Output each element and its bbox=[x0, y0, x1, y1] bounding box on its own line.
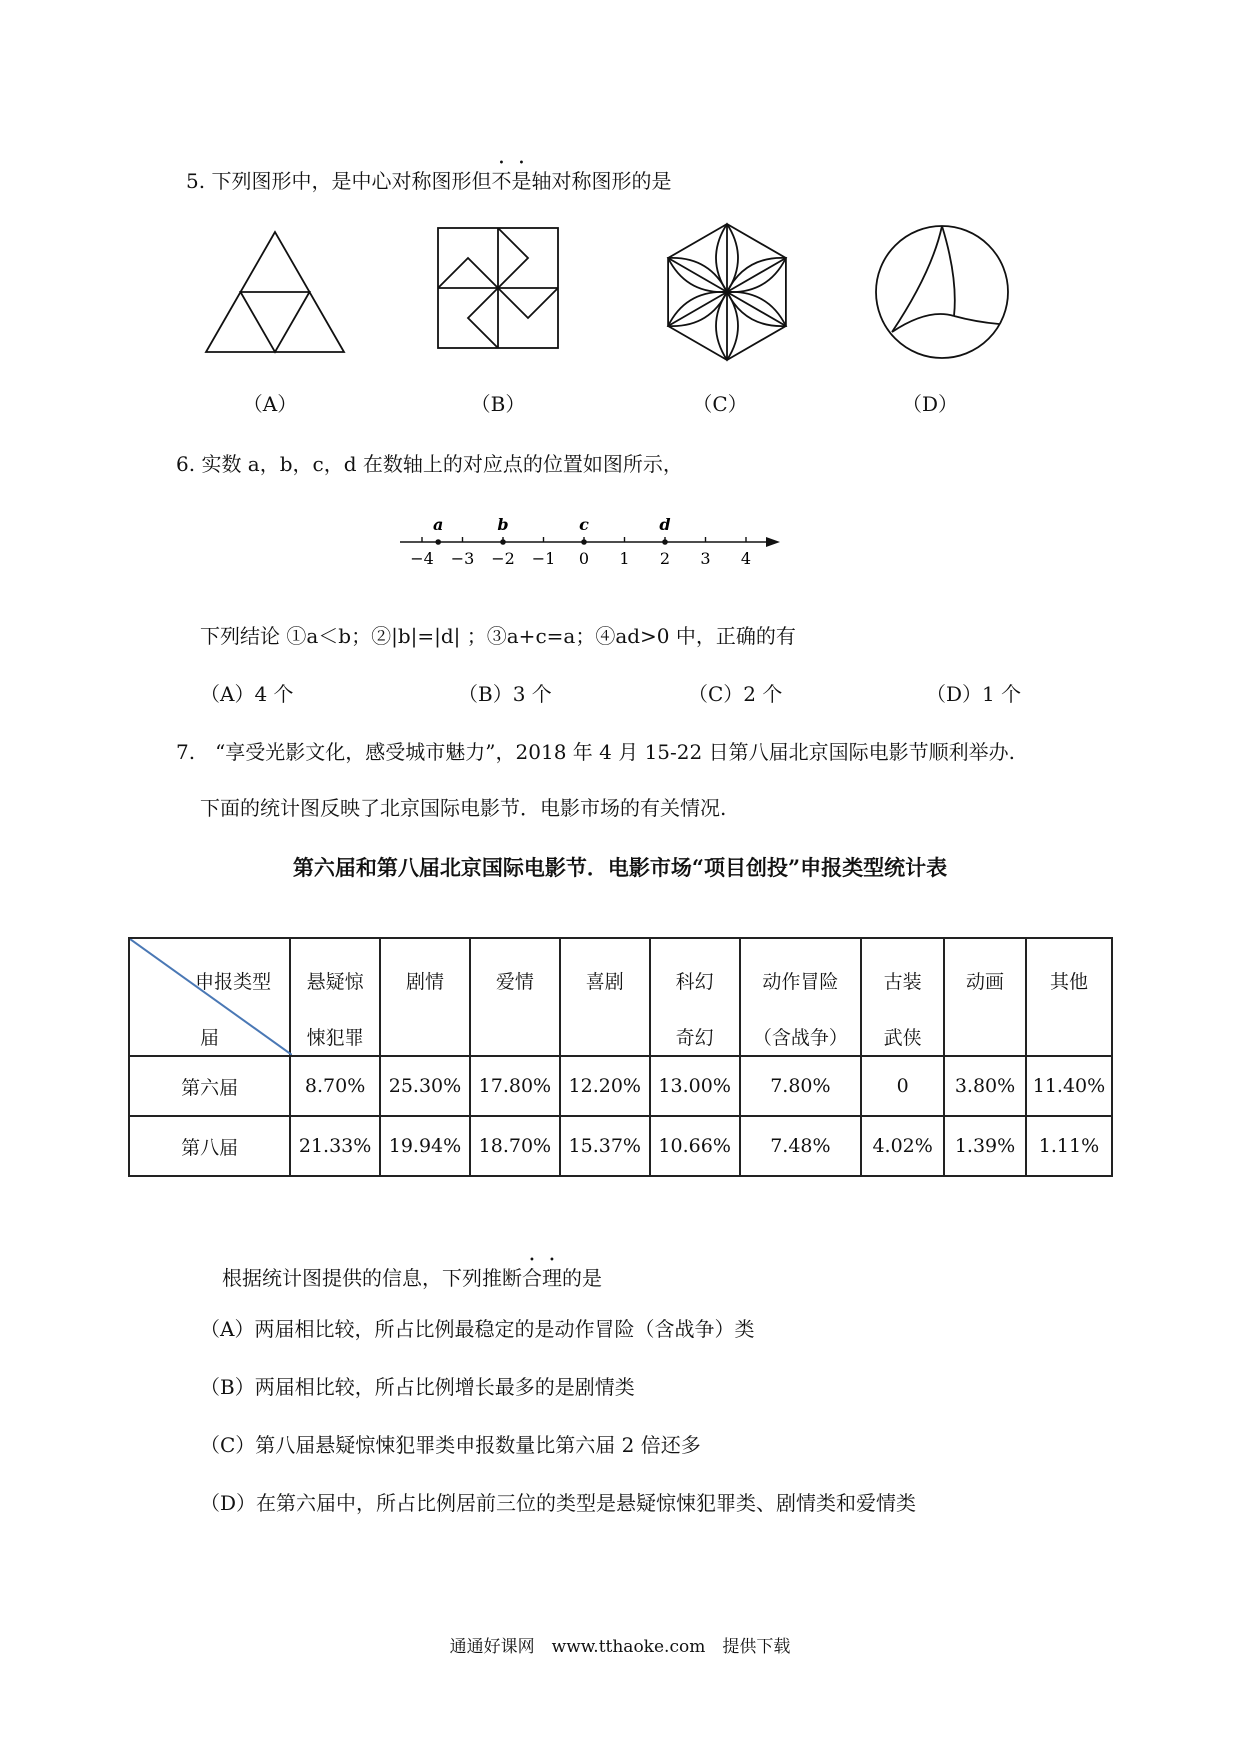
row-name: 第六届 bbox=[129, 1056, 290, 1116]
number-line-tick-label: −4 bbox=[410, 549, 434, 568]
number-line-point-label-a: a bbox=[433, 515, 444, 534]
q7-question bbox=[222, 1255, 602, 1291]
page-footer: 通通好课网 www.tthaoke.com 提供下载 bbox=[449, 1637, 791, 1657]
number-line-arrow bbox=[766, 537, 780, 547]
number-line-tick-label: 1 bbox=[619, 549, 630, 568]
q7-line2: 下面的统计图反映了北京国际电影节．电影市场的有关情况. bbox=[200, 796, 727, 820]
figure-c-hexagon-flower bbox=[655, 220, 799, 364]
header-suspense-l1: 悬疑惊 bbox=[306, 971, 364, 993]
q7-question-pre: 根据统计图提供的信息，下列推断 bbox=[222, 1266, 522, 1290]
number-line-point-d bbox=[662, 539, 668, 545]
number-line-point-c bbox=[581, 539, 587, 545]
q5-option-a[interactable]: （A） bbox=[242, 392, 298, 416]
q6-option-a[interactable]: （A）4 个 bbox=[200, 682, 294, 706]
corner-top-label: 申报类型 bbox=[195, 971, 272, 993]
number-line-tick-label: −1 bbox=[531, 549, 556, 568]
header-drama: 剧情 bbox=[405, 971, 444, 993]
table-cell: 3.80% bbox=[944, 1056, 1026, 1116]
number-line-tick-label: 4 bbox=[740, 549, 752, 568]
table-cell: 13.00% bbox=[650, 1056, 740, 1116]
figure-d-circle bbox=[872, 222, 1012, 362]
header-action-l1: 动作冒险 bbox=[762, 971, 839, 993]
number-line-point-label-c: c bbox=[579, 515, 589, 534]
number-line-tick-label: −3 bbox=[450, 549, 475, 568]
q5-stem-post: 轴对称图形的是 bbox=[531, 169, 672, 193]
row-name: 第八届 bbox=[129, 1116, 290, 1176]
q6-option-d[interactable]: （D）1 个 bbox=[926, 682, 1022, 706]
table-cell: 4.02% bbox=[861, 1116, 944, 1176]
number-line-point-b bbox=[500, 539, 506, 545]
table-cell: 25.30% bbox=[380, 1056, 470, 1116]
header-action-l2: （含战争） bbox=[752, 1027, 848, 1049]
table-corner-cell bbox=[129, 938, 290, 1056]
q7-question-post: 的是 bbox=[562, 1266, 602, 1290]
table-cell: 1.39% bbox=[944, 1116, 1026, 1176]
table-cell: 19.94% bbox=[380, 1116, 470, 1176]
q7-option-a[interactable]: （A）两届相比较，所占比例最稳定的是动作冒险（含战争）类 bbox=[200, 1317, 755, 1341]
header-wuxia-l1: 古装 bbox=[883, 971, 922, 993]
q6-conclusion: 下列结论 ①a＜b；②|b|=|d| ；③a+c=a；④ad>0 中，正确的有 bbox=[200, 624, 796, 648]
header-wuxia-l2: 武侠 bbox=[883, 1027, 922, 1049]
header-comedy: 喜剧 bbox=[585, 971, 624, 993]
q5-stem-emphasis: 不是 bbox=[491, 169, 532, 193]
table-cell: 17.80% bbox=[470, 1056, 560, 1116]
number-line-tick-label: 2 bbox=[659, 549, 671, 568]
table-cell: 18.70% bbox=[470, 1116, 560, 1176]
q7-option-d[interactable]: （D）在第六届中，所占比例居前三位的类型是悬疑惊悚犯罪类、剧情类和爱情类 bbox=[200, 1491, 917, 1515]
header-other: 其他 bbox=[1049, 971, 1088, 993]
q7-question-emphasis: 合理 bbox=[522, 1266, 562, 1290]
header-suspense-l2: 悚犯罪 bbox=[306, 1027, 364, 1049]
q6-option-b[interactable]: （B）3 个 bbox=[458, 682, 552, 706]
number-line-tick-label: 3 bbox=[700, 549, 711, 568]
number-line-tick-label: −2 bbox=[491, 549, 515, 568]
q5-option-b[interactable]: （B） bbox=[470, 392, 526, 416]
number-line-point-label-b: b bbox=[497, 515, 509, 534]
statistics-table bbox=[128, 937, 1113, 1177]
header-romance: 爱情 bbox=[495, 971, 534, 993]
table-cell: 10.66% bbox=[650, 1116, 740, 1176]
header-animation: 动画 bbox=[966, 971, 1005, 993]
q7-option-b[interactable]: （B）两届相比较，所占比例增长最多的是剧情类 bbox=[200, 1375, 635, 1399]
figure-b-pinwheel bbox=[436, 226, 560, 350]
q6-option-c[interactable]: （C）2 个 bbox=[688, 682, 783, 706]
q7-line1: 7. “享受光影文化，感受城市魅力”，2018 年 4 月 15-22 日第八届北京国际电影节顺利举办. bbox=[176, 740, 1015, 764]
table-row-sixth bbox=[129, 1056, 1112, 1116]
table-row-eighth bbox=[129, 1116, 1112, 1176]
q5-option-c[interactable]: （C） bbox=[692, 392, 748, 416]
figure-a-triangle bbox=[200, 228, 350, 358]
table-cell: 21.33% bbox=[290, 1116, 380, 1176]
number-line-tick-label: 0 bbox=[578, 549, 590, 568]
table-cell: 1.11% bbox=[1026, 1116, 1112, 1176]
q6-stem: 6. 实数 a，b，c，d 在数轴上的对应点的位置如图所示， bbox=[176, 452, 683, 476]
table-header-row bbox=[129, 938, 1112, 1056]
number-line bbox=[396, 510, 786, 572]
q5-stem-pre: 5. 下列图形中，是中心对称图形但 bbox=[186, 169, 492, 193]
table-cell: 11.40% bbox=[1026, 1056, 1112, 1116]
table-cell: 12.20% bbox=[560, 1056, 650, 1116]
header-scifi-l2: 奇幻 bbox=[675, 1027, 714, 1049]
header-scifi-l1: 科幻 bbox=[675, 971, 714, 993]
table-cell: 0 bbox=[861, 1056, 944, 1116]
q5-stem bbox=[186, 158, 671, 194]
q5-option-d[interactable]: （D） bbox=[901, 392, 959, 416]
q7-option-c[interactable]: （C）第八届悬疑惊悚犯罪类申报数量比第六届 2 倍还多 bbox=[200, 1433, 701, 1457]
table-cell: 7.80% bbox=[740, 1056, 862, 1116]
table-title: 第六届和第八届北京国际电影节．电影市场“项目创投”申报类型统计表 bbox=[292, 855, 948, 880]
corner-bottom-label: 届 bbox=[200, 1027, 220, 1049]
table-cell: 15.37% bbox=[560, 1116, 650, 1176]
number-line-point-label-d: d bbox=[659, 515, 671, 534]
table-cell: 7.48% bbox=[740, 1116, 862, 1176]
number-line-point-a bbox=[435, 539, 441, 545]
table-cell: 8.70% bbox=[290, 1056, 380, 1116]
